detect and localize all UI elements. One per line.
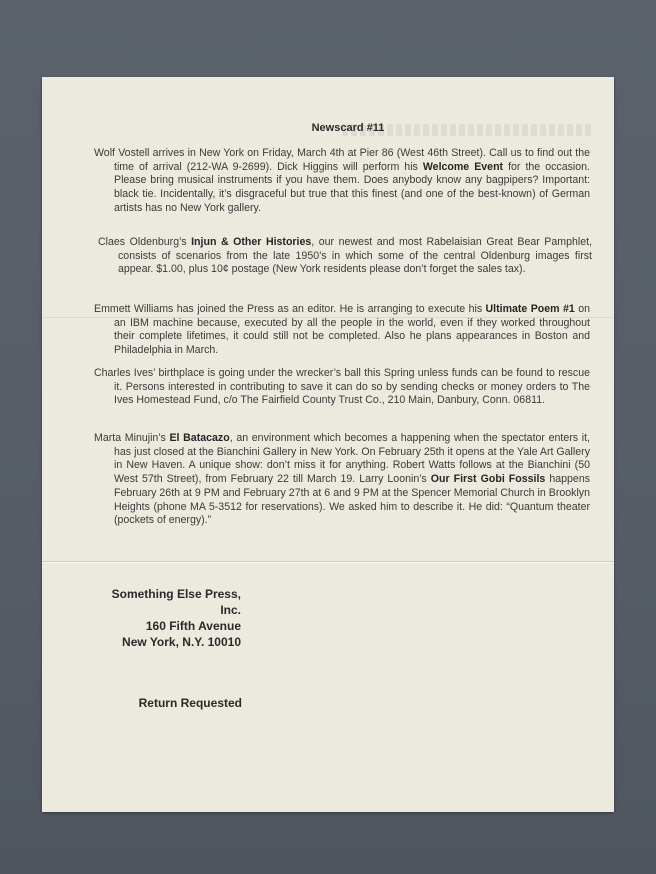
address-line-1: Something Else Press, Inc. [111,587,241,617]
paragraph-williams: Emmett Williams has joined the Press as an editor. He is arranging to execute his Ultimate Poem #1 on an IBM machine because, executed by all the people in the world, even if they worked throughout their complete lifetimes, it could still not be completed. Also he plans appearances in Boston and Philadelphia in March. [94,303,590,357]
fold-crease-lower [42,561,614,562]
paragraph-oldenburg: Claes Oldenburg’s Injun & Other Histories, our newest and most Rabelaisian Great Bear Pamphlet, consists of scenarios from the late 1950’s in which some of the central Oldenburg images first appear. $1.00, plus 10¢ postage (New York residents please don’t forget the sales tax). [98,236,592,276]
paragraph-ives: Charles Ives’ birthplace is going under the wrecker’s ball this Spring unless funds can be found to rescue it. Persons interested in contributing to save it can do so by sending checks or money orders to The Ives Homestead Fund, c/o The Fairfield County Trust Co., 210 Main, Danbury, Conn. 06811. [94,367,590,407]
injun-histories-title: Injun & Other Histories [191,236,312,248]
paragraph-vostell: Wolf Vostell arrives in New York on Friday, March 4th at Pier 86 (West 46th Street). Call us to find out the time of arrival (212-WA 9-2699). Dick Higgins will perform his Welcome Event for the occasion. Please bring musical instruments if you have them. Does anybody know any bagpipers? Important: black tie. Incidentally, it’s disgraceful but true that this finest (and one of the best-known) of German artists has no New York gallery. [94,147,590,214]
address-line-3: New York, N.Y. 10010 [122,635,241,649]
newscard-title: Newscard #11 [311,122,385,134]
newscard-sheet [42,77,614,812]
address-line-2: 160 Fifth Avenue [145,619,241,633]
welcome-event-title: Welcome Event [422,160,504,173]
paragraph-minujin: Marta Minujin’s El Batacazo, an environment which becomes a happening when the spectator enters it, has just closed at the Bianchini Gallery in New York. On February 25th it opens at the Yale Art Gallery in New Haven. A unique show: don’t miss it for anything. Robert Watts follows at the Bianchini (50 West 57th Street), from February 22 till March 19. Larry Loonin’s Our First Gobi Fossils happens February 26th at 9 PM and February 27th at 6 and 9 PM at the Spencer Memorial Church in Brooklyn Heights (phone MA 5-3512 for reservations). We asked him to describe it. He did: “Quantum theater (pockets of energy).” [94,432,591,527]
return-address [89,586,241,650]
ultimate-poem-title: Ultimate Poem #1 [485,303,575,315]
gobi-fossils-title: Our First Gobi Fossils [430,473,546,486]
el-batacazo-title: El Batacazo [169,432,230,444]
return-requested-note: Return Requested [138,696,242,710]
